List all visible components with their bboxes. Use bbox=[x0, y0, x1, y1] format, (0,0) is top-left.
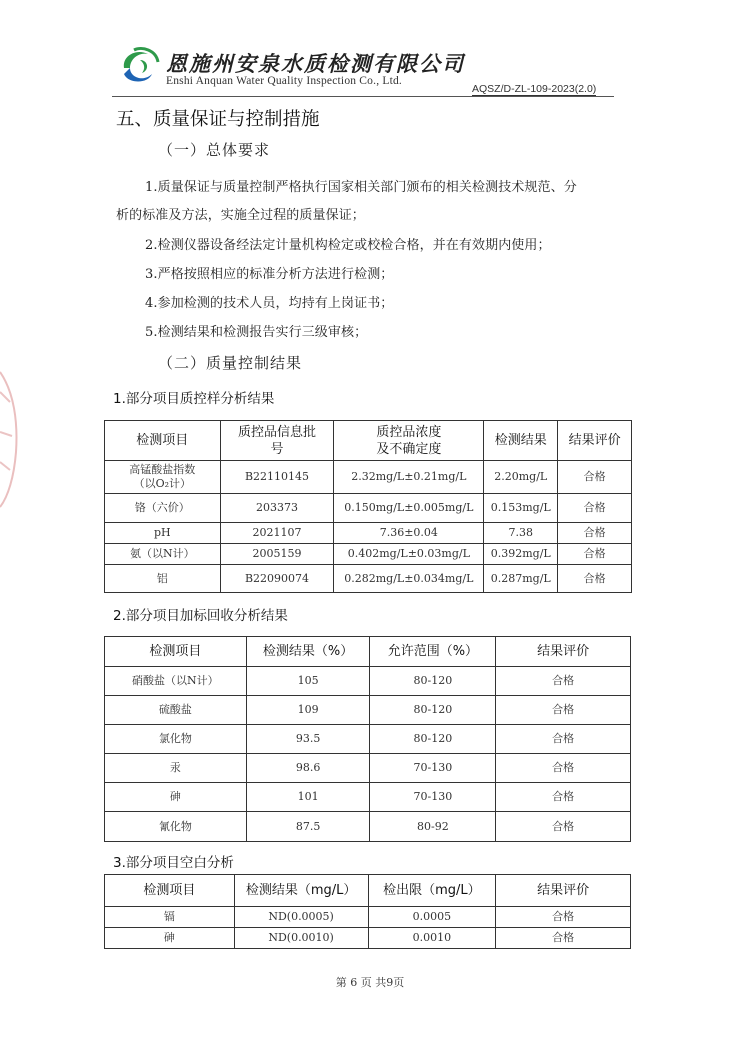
cell-eval: 合格 bbox=[558, 523, 632, 544]
table3-title: 3.部分项目空白分析 bbox=[113, 855, 234, 871]
col-header-result: 检测结果（mg/L） bbox=[234, 875, 368, 907]
requirement-1-line2: 析的标准及方法，实施全过程的质量保证； bbox=[116, 208, 365, 223]
table-row bbox=[105, 494, 632, 523]
col-header-item: 检测项目 bbox=[105, 637, 247, 667]
cell-result: 2.20mg/L bbox=[484, 461, 558, 494]
cell-eval: 合格 bbox=[558, 544, 632, 565]
seal-stamp-fragment bbox=[0, 362, 22, 512]
cell-item: 汞 bbox=[105, 754, 247, 783]
spike-recovery-table bbox=[104, 636, 631, 842]
col-header-result: 检测结果（%） bbox=[246, 637, 370, 667]
cell-conc: 7.36±0.04 bbox=[334, 523, 484, 544]
col-header-result: 检测结果 bbox=[484, 421, 558, 461]
cell-eval: 合格 bbox=[558, 461, 632, 494]
col-header-conc: 质控品浓度 及不确定度 bbox=[334, 421, 484, 461]
table-row bbox=[105, 754, 631, 783]
requirement-5: 5.检测结果和检测报告实行三级审核； bbox=[145, 325, 368, 340]
cell-range: 80-120 bbox=[370, 667, 496, 696]
cell-result: 109 bbox=[246, 696, 370, 725]
cell-limit: 0.0010 bbox=[368, 928, 496, 949]
cell-item: 砷 bbox=[105, 783, 247, 812]
cell-eval: 合格 bbox=[558, 565, 632, 593]
cell-eval: 合格 bbox=[496, 907, 631, 928]
cell-eval: 合格 bbox=[496, 667, 631, 696]
header-divider bbox=[112, 96, 614, 97]
requirement-2: 2.检测仪器设备经法定计量机构检定或校检合格，并在有效期内使用； bbox=[145, 238, 551, 253]
cell-item: 硝酸盐（以N计） bbox=[105, 667, 247, 696]
cell-eval: 合格 bbox=[496, 783, 631, 812]
table-header-row bbox=[105, 637, 631, 667]
cell-eval: 合格 bbox=[496, 754, 631, 783]
cell-result: 93.5 bbox=[246, 725, 370, 754]
cell-item: 氨（以N计） bbox=[105, 544, 221, 565]
table-row bbox=[105, 928, 631, 949]
table-row bbox=[105, 725, 631, 754]
table-header-row bbox=[105, 875, 631, 907]
cell-item: 砷 bbox=[105, 928, 235, 949]
table-header-row bbox=[105, 421, 632, 461]
cell-item: 氯化物 bbox=[105, 725, 247, 754]
page-number: 第 6 页 共9页 bbox=[335, 976, 405, 989]
col-header-eval: 结果评价 bbox=[496, 875, 631, 907]
cell-batch: B22110145 bbox=[220, 461, 334, 494]
cell-range: 70-130 bbox=[370, 783, 496, 812]
col-header-limit: 检出限（mg/L） bbox=[368, 875, 496, 907]
general-requirements-heading: （一）总体要求 bbox=[158, 141, 271, 159]
cell-result: 0.153mg/L bbox=[484, 494, 558, 523]
table2-title: 2.部分项目加标回收分析结果 bbox=[113, 608, 288, 624]
table-row bbox=[105, 783, 631, 812]
cell-item: pH bbox=[105, 523, 221, 544]
cell-eval: 合格 bbox=[558, 494, 632, 523]
cell-range: 70-130 bbox=[370, 754, 496, 783]
cell-eval: 合格 bbox=[496, 928, 631, 949]
cell-eval: 合格 bbox=[496, 696, 631, 725]
cell-conc: 0.150mg/L±0.005mg/L bbox=[334, 494, 484, 523]
qc-sample-table bbox=[104, 420, 632, 593]
cell-range: 80-92 bbox=[370, 812, 496, 842]
cell-result: 0.287mg/L bbox=[484, 565, 558, 593]
section-title: 五、质量保证与控制措施 bbox=[116, 109, 320, 130]
table-row bbox=[105, 544, 632, 565]
table-row bbox=[105, 461, 632, 494]
col-header-range: 允许范围（%） bbox=[370, 637, 496, 667]
cell-batch: 2021107 bbox=[220, 523, 334, 544]
cell-eval: 合格 bbox=[496, 725, 631, 754]
table-row bbox=[105, 523, 632, 544]
qc-results-heading: （二）质量控制结果 bbox=[158, 354, 303, 372]
cell-conc: 0.402mg/L±0.03mg/L bbox=[334, 544, 484, 565]
cell-item: 铬（六价） bbox=[105, 494, 221, 523]
table-row bbox=[105, 696, 631, 725]
cell-item: 硫酸盐 bbox=[105, 696, 247, 725]
company-name-en: Enshi Anquan Water Quality Inspection Co., Ltd. bbox=[166, 75, 402, 87]
cell-result: 87.5 bbox=[246, 812, 370, 842]
cell-item: 镉 bbox=[105, 907, 235, 928]
cell-result: 101 bbox=[246, 783, 370, 812]
table-row bbox=[105, 667, 631, 696]
company-name-cn: 恩施州安泉水质检测有限公司 bbox=[166, 51, 465, 76]
table1-title: 1.部分项目质控样分析结果 bbox=[113, 391, 275, 407]
company-logo bbox=[118, 46, 162, 86]
cell-conc: 2.32mg/L±0.21mg/L bbox=[334, 461, 484, 494]
cell-eval: 合格 bbox=[496, 812, 631, 842]
cell-result: 0.392mg/L bbox=[484, 544, 558, 565]
document-code: AQSZ/D-ZL-109-2023(2.0) bbox=[472, 83, 597, 95]
cell-result: 7.38 bbox=[484, 523, 558, 544]
cell-result: 105 bbox=[246, 667, 370, 696]
cell-limit: 0.0005 bbox=[368, 907, 496, 928]
col-header-eval: 结果评价 bbox=[558, 421, 632, 461]
cell-batch: 2005159 bbox=[220, 544, 334, 565]
requirement-4: 4.参加检测的技术人员，均持有上岗证书； bbox=[145, 296, 394, 311]
cell-item: 氰化物 bbox=[105, 812, 247, 842]
cell-conc: 0.282mg/L±0.034mg/L bbox=[334, 565, 484, 593]
table-row bbox=[105, 907, 631, 928]
cell-range: 80-120 bbox=[370, 725, 496, 754]
blank-analysis-table bbox=[104, 874, 631, 949]
table-row bbox=[105, 812, 631, 842]
col-header-item: 检测项目 bbox=[105, 875, 235, 907]
col-header-batch: 质控品信息批 号 bbox=[220, 421, 334, 461]
requirement-1-line1: 1.质量保证与质量控制严格执行国家相关部门颁布的相关检测技术规范、分 bbox=[145, 180, 577, 195]
col-header-item: 检测项目 bbox=[105, 421, 221, 461]
cell-batch: B22090074 bbox=[220, 565, 334, 593]
col-header-eval: 结果评价 bbox=[496, 637, 631, 667]
table-row bbox=[105, 565, 632, 593]
cell-item: 高锰酸盐指数 （以O₂计） bbox=[105, 461, 221, 494]
cell-range: 80-120 bbox=[370, 696, 496, 725]
requirement-3: 3.严格按照相应的标准分析方法进行检测； bbox=[145, 267, 394, 282]
cell-result: ND(0.0005) bbox=[234, 907, 368, 928]
cell-batch: 203373 bbox=[220, 494, 334, 523]
cell-result: 98.6 bbox=[246, 754, 370, 783]
cell-result: ND(0.0010) bbox=[234, 928, 368, 949]
cell-item: 铝 bbox=[105, 565, 221, 593]
